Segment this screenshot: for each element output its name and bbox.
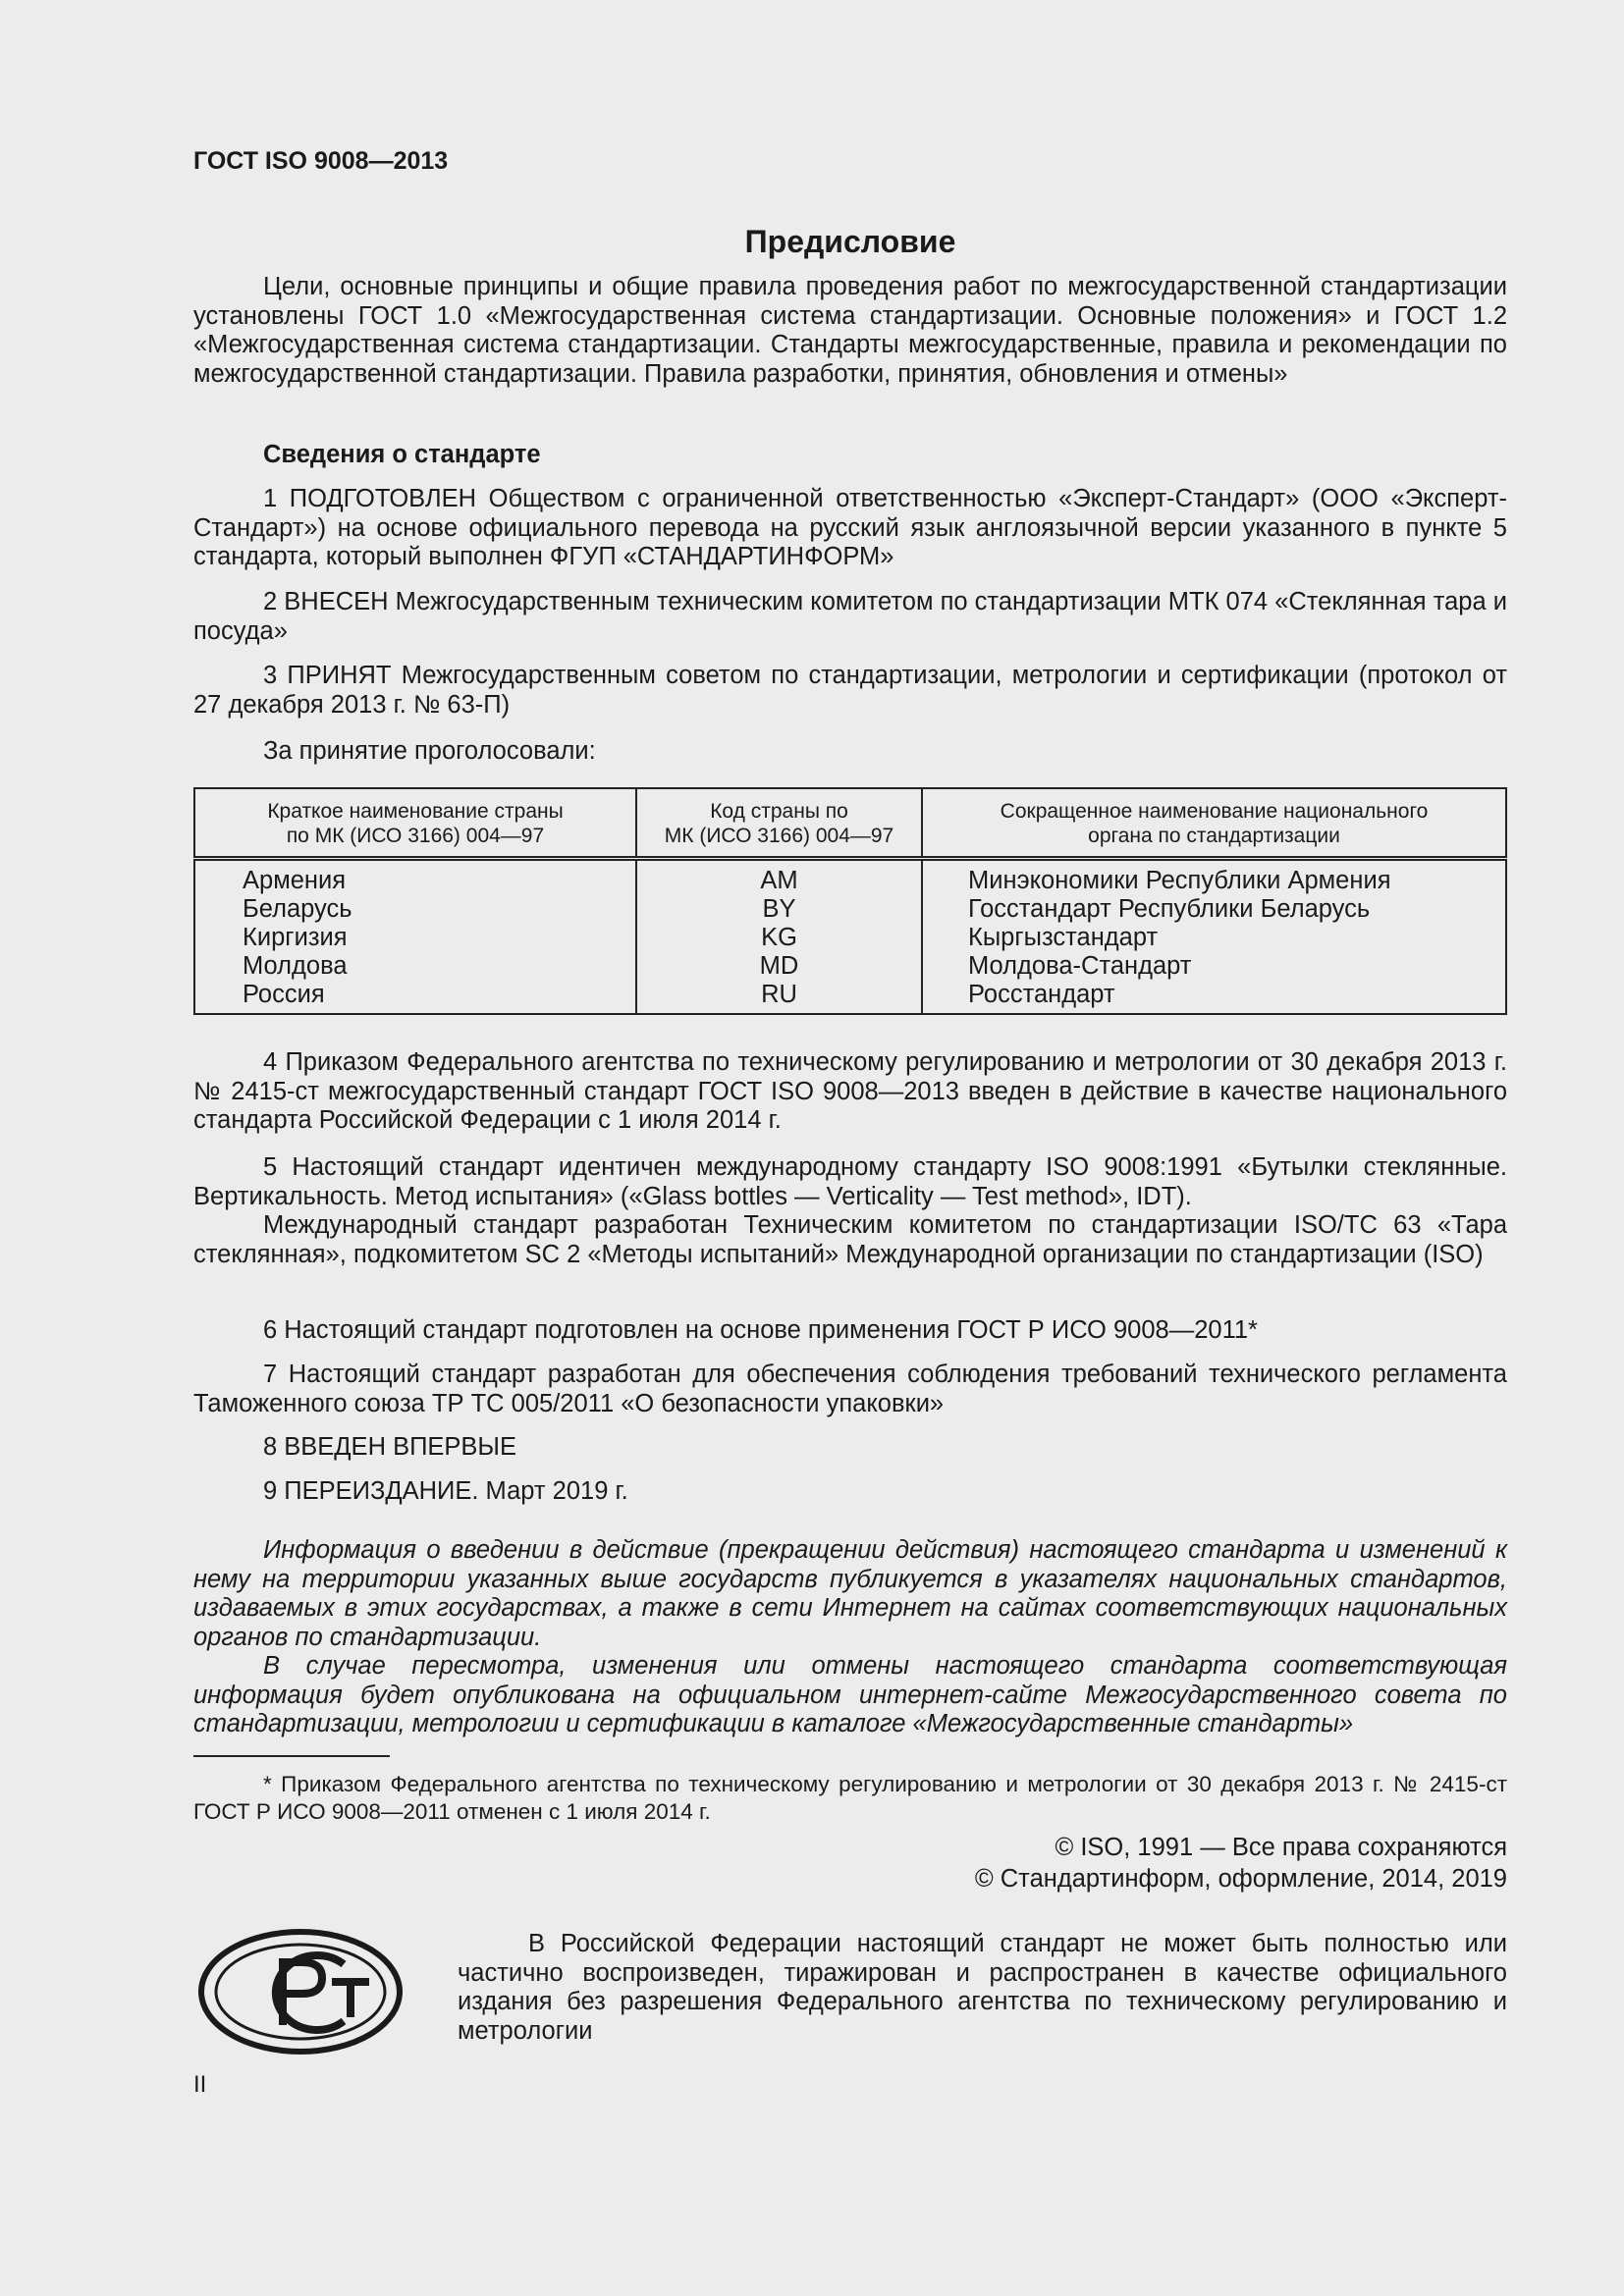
header-code-line1: Код страны по xyxy=(710,800,848,823)
header-code xyxy=(636,788,922,859)
standards-body: Госстандарт Республики Беларусь xyxy=(968,895,1371,923)
copyright-block xyxy=(193,1832,1507,1895)
intro-paragraph: Цели, основные принципы и общие правила проведения работ по межгосударственной стандартизации установлены ГОСТ 1.0 «Межгосударственная система стандартизации. Основные положения» и ГОСТ 1.2 «Межгосударственная система стандартизации. Стандарты межгосударственные, правила и рекомендации по межгосударственной стандартизации. Правила разработки, принятия, обновления и отмены» xyxy=(193,273,1507,388)
footnote-divider xyxy=(193,1755,390,1757)
header-country-line2: по МК (ИСО 3166) 004—97 xyxy=(286,825,545,847)
standard-info-heading: Сведения о стандарте xyxy=(263,441,541,468)
item-2: 2 ВНЕСЕН Межгосударственным техническим комитетом по стандартизации МТК 074 «Стеклянная тара и посуда» xyxy=(193,588,1507,645)
country-code: AM xyxy=(760,867,798,894)
country-code: RU xyxy=(761,981,797,1008)
item-8: 8 ВВЕДЕН ВПЕРВЫЕ xyxy=(263,1433,517,1461)
item-6: 6 Настоящий стандарт подготовлен на основе применения ГОСТ Р ИСО 9008—2011* xyxy=(263,1316,1258,1344)
header-body-line2: органа по стандартизации xyxy=(1088,825,1340,847)
country-name: Армения xyxy=(243,867,347,894)
item-5: 5 Настоящий стандарт идентичен международному стандарту ISO 9008:1991 «Бутылки стеклянные. Вертикальность. Метод испытания» («Glass bottles — Verticality — Test method», IDT). xyxy=(193,1153,1507,1210)
standards-body: Кыргызстандарт xyxy=(968,924,1159,951)
standard-code-header: ГОСТ ISO 9008—2013 xyxy=(193,147,449,175)
header-body-line1: Сокращенное наименование национального xyxy=(1000,800,1429,823)
copyright-standartinform: © Стандартинформ, оформление, 2014, 2019 xyxy=(974,1865,1507,1893)
page-title: Предисловие xyxy=(744,224,956,259)
country-column xyxy=(194,859,636,1015)
country-name: Киргизия xyxy=(243,924,348,951)
info-italic-paragraph-2: В случае пересмотра, изменения или отмены настоящего стандарта соответствующая информация будет опубликована на официальном интернет-сайте Межгосударственного совета по стандартизации, метрологии и сертификации в каталоге «Межгосударственные стандарты» xyxy=(193,1652,1507,1737)
standards-body: Молдова-Стандарт xyxy=(968,952,1192,980)
table-body-row xyxy=(194,859,1506,1015)
body-column xyxy=(922,859,1506,1015)
country-name: Беларусь xyxy=(243,895,352,923)
header-country xyxy=(194,788,636,859)
standards-body: Минэкономики Республики Армения xyxy=(968,867,1391,894)
country-code: BY xyxy=(762,895,796,923)
country-name: Молдова xyxy=(243,952,348,980)
reproduction-notice-text: В Российской Федерации настоящий стандарт не может быть полностью или частично воспроизведен, тиражирован и распространен в качестве официального издания без разрешения Федерального агентства по техническому регулированию и метрологии xyxy=(458,1930,1507,2045)
voting-table-wrapper xyxy=(193,787,1507,1015)
item-3: 3 ПРИНЯТ Межгосударственным советом по стандартизации, метрологии и сертификации (протокол от 27 декабря 2013 г. № 63-П) xyxy=(193,662,1507,719)
logo-text: РСТ xyxy=(300,1996,302,1997)
intro-section xyxy=(193,273,1507,389)
info-italic-paragraph-1: Информация о введении в действие (прекращении действия) настоящего стандарта и изменений к нему на территории указанных выше государств публикуется в указателях национальных стандартов, издаваемых в этих государствах, а также в сети Интернет на сайтах соответствующих национальных органов по стандартизации. xyxy=(193,1536,1507,1651)
rst-logo xyxy=(196,1927,405,2061)
header-code-line2: МК (ИСО 3166) 004—97 xyxy=(664,825,894,847)
country-name: Россия xyxy=(243,981,325,1008)
standard-info-section xyxy=(193,441,1507,470)
voting-table xyxy=(193,787,1507,1015)
page-number: II xyxy=(193,2071,207,2098)
item-4: 4 Приказом Федерального агентства по техническому регулированию и метрологии от 30 декабря 2013 г. № 2415-ст межгосударственный стандарт ГОСТ ISO 9008—2013 введен в действие в качестве национального стандарта Российской Федерации с 1 июля 2014 г. xyxy=(193,1048,1507,1134)
copyright-iso: © ISO, 1991 — Все права сохраняются xyxy=(1055,1834,1507,1861)
vote-intro: За принятие проголосовали: xyxy=(263,737,596,765)
item-5-continued: Международный стандарт разработан Техническим комитетом по стандартизации ISO/TC 63 «Тара стеклянная», подкомитетом SC 2 «Методы испытаний» Международной организации по стандартизации (ISO) xyxy=(193,1211,1507,1268)
footnote: * Приказом Федерального агентства по техническому регулированию и метрологии от 30 декабря 2013 г. № 2415-ст ГОСТ Р ИСО 9008—2011 отменен с 1 июля 2014 г. xyxy=(193,1772,1507,1824)
header-country-line1: Краткое наименование страны xyxy=(267,800,564,823)
standards-body: Росстандарт xyxy=(968,981,1115,1008)
country-code: MD xyxy=(759,952,799,980)
country-code: KG xyxy=(761,924,797,951)
item-7: 7 Настоящий стандарт разработан для обеспечения соблюдения требований технического регламента Таможенного союза ТР ТС 005/2011 «О безопасности упаковки» xyxy=(193,1361,1507,1417)
header-body xyxy=(922,788,1506,859)
item-9: 9 ПЕРЕИЗДАНИЕ. Март 2019 г. xyxy=(263,1477,628,1505)
reproduction-notice xyxy=(458,1930,1507,2046)
item-1: 1 ПОДГОТОВЛЕН Обществом с ограниченной ответственностью «Эксперт-Стандарт» (ООО «Эксперт-Стандарт») на основе официального перевода на русский язык англоязычной версии указанного в пункте 5 стандарта, который выполнен ФГУП «СТАНДАРТИНФОРМ» xyxy=(193,485,1507,570)
code-column xyxy=(636,859,922,1015)
